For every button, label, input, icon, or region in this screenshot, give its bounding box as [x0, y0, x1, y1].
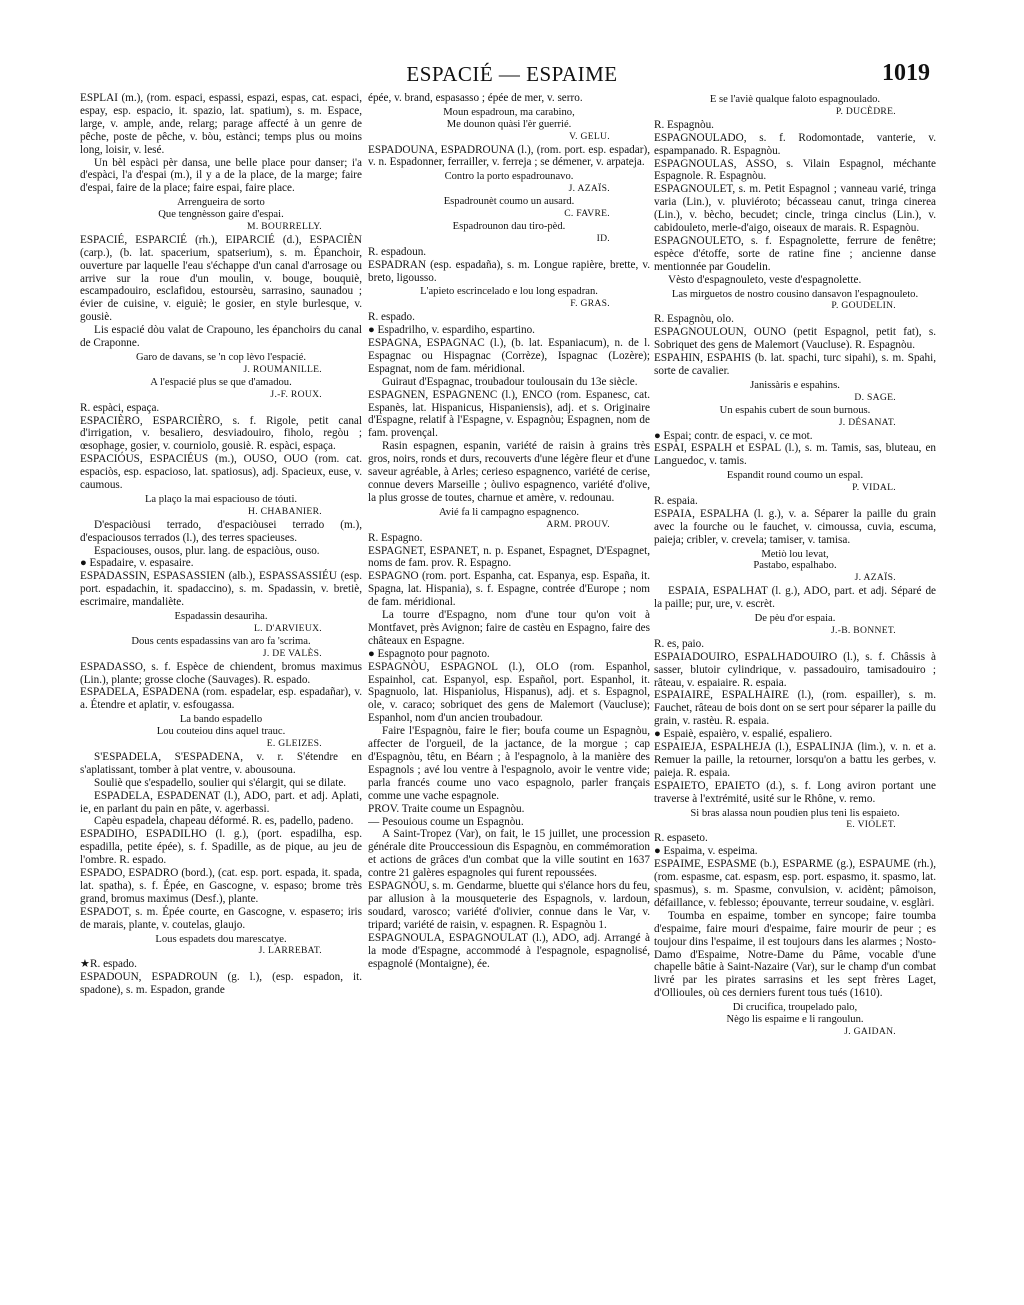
- dictionary-entry: ESPAIADOUIRO, ESPALHADOUIRO (l.), s. f. Châssis à sasser, blutoir cylindrique, v. passadouiro, tamisadouiro ; râteau, v. espaiaire. R. espaia.: [654, 650, 936, 689]
- dictionary-entry: ESPADRAN (esp. espadaña), s. m. Longue rapière, brette, v. breto, ligousso.: [368, 258, 650, 284]
- dictionary-entry: Lis espacié dòu valat de Crapouno, les épanchoirs du canal de Craponne.: [80, 324, 362, 350]
- dictionary-entry: ESPAGNÒU, s. m. Gendarme, bluette qui s'élance hors du feu, par allusion à la mousqueterie des Espagnols, v. lardoun, soudard, varosco; variété d'olivier, connue dans le Var, v. tripard; variété de raisin, v. espagnen. R. Espagnòu 1.: [368, 880, 650, 931]
- quotation-author: J. ROUMANILLE.: [243, 363, 322, 375]
- quotation-author: J. AZAÏS.: [568, 183, 610, 195]
- dictionary-entry: ESPAHIN, ESPAHIS (b. lat. spachi, turc sipahi), s. m. Spahi, sorte de cavalier.: [654, 352, 936, 377]
- dictionary-entry: ★R. espado.: [80, 958, 137, 971]
- quotation-verse: Moun espadroun, ma carabino, Me dounon quàsi l'èr guerrié.: [443, 106, 575, 130]
- quotation-author: J. AZAÏS.: [854, 572, 896, 584]
- dictionary-entry: A Saint-Tropez (Var), on fait, le 15 juillet, une procession générale dite Prouccessioun dis Espagnòu, en commémoration et actions de grâces d'un combat que la ville soutint en 1637 contre 21 galères espagnoles qui furent repoussées.: [368, 828, 650, 880]
- quotation-verse: Metiò lou levat, Pastabo, espalhabo.: [753, 548, 837, 572]
- dictionary-entry: ESPAGNOULOUN, OUNO (petit Espagnol, petit fat), s. Sobriquet des gens de Malemort (Vaucluse). R. Espagnòu.: [654, 326, 936, 352]
- quotation-author: ARM. PROUV.: [546, 518, 610, 530]
- quotation-verse: Espadassin desaurìha.: [174, 611, 268, 623]
- quotation-verse: La plaço la mai espaciouso de tóuti.: [144, 493, 298, 505]
- quotation-verse: Dous cents espadassins van aro fa 'scrima.: [131, 635, 311, 647]
- quotation-author: E. GLEIZES.: [266, 737, 322, 749]
- dictionary-entry: ESPAGNA, ESPAGNAC (l.), (b. lat. Espaniacum), n. de l. Espagnac ou Hispagnac (Corrèze), Ispagnac (Lozère); Espagnat, nom de fam. méridional.: [368, 337, 650, 375]
- dictionary-entry: ESPADASSIN, ESPASASSIEN (alb.), ESPASSASSIÉU (esp. port. espadachin, it. spadaccino), s. m. Spadassin, v. bretiè, escrimaire, mandaliète.: [80, 570, 362, 609]
- quotation-verse: Espadrounèt coumo un ausard.: [443, 196, 575, 208]
- dictionary-entry: ● Espagnoto pour pagnoto.: [368, 647, 490, 660]
- dictionary-entry: ESPAGNOULAS, ASSO, s. Vilain Espagnol, méchante Espagnole. R. Espagnòu.: [654, 157, 936, 183]
- dictionary-entry: ESPAGNOULETO, s. f. Espagnolette, ferrure de fenêtre; espèce d'étoffe, sorte de ratine fine ; ancienne danse mentionnée par Goudelin.: [654, 234, 936, 273]
- dictionary-entry: Un bèl espàci pèr dansa, une belle place pour danser; i'a d'espàci, l'a d'espai (m.), il y a de la place, de la marge; faire d'espai, faire de la place; faire espai, faire place.: [80, 156, 362, 195]
- dictionary-entry: R. espado.: [368, 311, 415, 324]
- dictionary-entry: ESPAIME, ESPASME (b.), ESPARME (g.), ESPAUME (rh.), (rom. espasme, cat. espasm, esp. port. espasmo, it. spasmo, lat. spasmus), s. m. Spasme, convulsion, v. acidènt; pâmoison, défaillance, v. feblesso; épouvante, terreur soudaine, v. esglàri.: [654, 858, 936, 909]
- dictionary-entry: Rasin espagnen, espanin, variété de raisin à grains très gros, noirs, ronds et durs, recouverts d'une légère fleur et d'une saveur agréable, à Arles; cerieso espagnenco, variété de cerise, connue devers Marseille ; òulivo espagnenco, variété d'olive, la plus grosse de toutes, charnue et amère, v. redounau.: [368, 440, 650, 504]
- quotation-author: J. DÉSANAT.: [838, 416, 896, 428]
- dictionary-entry: R. espàci, espaça.: [80, 401, 160, 414]
- quotation-verse: Espadrounon dau tiro-pèd.: [452, 220, 566, 232]
- quotation-author: C. FAVRE.: [564, 207, 610, 219]
- dictionary-entry: ESPAI, ESPALH et ESPAL (l.), s. m. Tamis, sas, bluteau, en Languedoc, v. tamis.: [654, 442, 936, 468]
- quotation-author: J. GAIDAN.: [844, 1025, 896, 1037]
- dictionary-entry: ESPLAI (m.), (rom. espaci, espassi, espazi, espas, cat. espaci, espay, esp. espacio, it. spazio, lat. spatium), s. m. Espace, large, v. ample, ande, relarg; parage affecté à un genre de pêche, poste de pêche, v. bòu, estànci; temps plus ou moins long, loisir, v. lesé.: [80, 92, 362, 156]
- dictionary-entry: ESPAIETO, EPAIETO (d.), s. f. Long aviron portant une traverse à l'extrémité, usité sur le Rhône, v. remo.: [654, 779, 936, 805]
- dictionary-entry: ESPACIÈRO, ESPARCIÈRO, s. f. Rigole, petit canal d'irrigation, v. besaliero, desviadouiro, fiholo, regòu ; œsophage, gosier, v. courniolo, gousiè. R. espàci, espaça.: [80, 414, 362, 453]
- quotation-author: J. DE VALÈS.: [262, 647, 322, 659]
- dictionary-entry: R. espaseto.: [654, 832, 708, 845]
- dictionary-entry: ESPAGNO (rom. port. Espanha, cat. Espanya, esp. España, it. Spagna, lat. Hispania), s. f. Espagne, contrée d'Europe ; nom de fam. méridional.: [368, 570, 650, 609]
- quotation-verse: De pèu d'or espaia.: [754, 613, 836, 625]
- dictionary-entry: ESPAIA, ESPALHAT (l. g.), ADO, part. et adj. Séparé de la paille; pur, ure, v. escrèt.: [654, 585, 936, 611]
- dictionary-entry: ESPAGNEN, ESPAGNENC (l.), ENCO (rom. Espanesc, cat. Espanès, lat. Hispanicus, Hispaniensis), adj. et s. Originaire d'Espagne, relatif à l'Espagne, v. Espagnòu; Espagnen, nom de fam. provençal.: [368, 388, 650, 440]
- page-title: ESPACIÉ — ESPAIME: [406, 62, 618, 86]
- quotation-verse: Las mirguetos de nostro cousino dansavon l'espagnouleto.: [671, 288, 919, 300]
- dictionary-entry: — Pesouious coume un Espagnòu.: [368, 815, 524, 828]
- quotation-author: E. VIOLET.: [846, 819, 896, 831]
- quotation-author: P. VIDAL.: [852, 482, 896, 494]
- dictionary-entry: Souliè que s'espadello, soulier qui s'élargit, qui se dilate.: [94, 776, 347, 789]
- dictionary-entry: ESPADOUN, ESPADROUN (g. l.), (esp. espadon, it. spadone), s. m. Espadon, grande: [80, 971, 362, 997]
- dictionary-entry: ESPADOT, s. m. Épée courte, en Gascogne, v. espasето; iris de marais, plante, v. coutelas, glaujo.: [80, 905, 362, 931]
- dictionary-entry: Guiraut d'Espagnac, troubadour toulousain du 13e siècle.: [382, 375, 638, 388]
- dictionary-entry: ESPACIÓUS, ESPACIÉUS (m.), OUSO, OUO (rom. cat. espaciòs, esp. espacioso, lat. spatiosus), adj. Spacieux, euse, v. caumous.: [80, 453, 362, 492]
- dictionary-entry: R. Espagno.: [368, 531, 423, 544]
- dictionary-entry: Faire l'Espagnòu, faire le fier; boufa coume un Espagnòu, affecter de l'orgueil, de la jactance, de la morgue ; cap d'Espagnòu, têtu, en Béarn ; à l'espagnolo, à la manière des Espagnols ; avé lou ventre à l'espagnolo, avoir le ventre vide; parla francés coume uno vaco espagnolo, parler français comme une vache espagnole.: [368, 725, 650, 802]
- dictionary-entry: ESPADELA, ESPADENA (rom. espadelar, esp. espadañar), v. a. Étendre et aplatir, v. esfougassa.: [80, 686, 362, 712]
- dictionary-entry: R. es, paio.: [654, 637, 705, 650]
- quotation-verse: La bando espadello Lou couteiou dins aquel trauc.: [156, 714, 286, 738]
- dictionary-entry: ESPADO, ESPADRO (bord.), (cat. esp. port. espada, it. spada, lat. spatha), s. f. Épée, en Gascogne, v. espaso; brome très grand, bromus maximus (Desf.), plante.: [80, 867, 362, 905]
- dictionary-entry: Toumba en espaime, tomber en syncope; faire toumba d'espaime, faire mouri d'espaime, faire mourir de peur ; es toujour dins l'espaime, il est toujours dans les alarmes ; Nosto-Damo d'Espaime, Notre-Dame du Pâme, vocable d'une chapelle bâtie à Saint-Nazaire (Var), sur le champ d'un combat livré par les pirates sarrasins et les sept frères Laget, d'Ollioules, où ces derniers furent tous tués (1610).: [654, 909, 936, 1000]
- quotation-verse: Un espahis cubert de soun burnous.: [719, 404, 871, 416]
- dictionary-entry: ESPADELA, ESPADENAT (l.), ADO, part. et adj. Aplati, ie, en parlant du pain en pâte, v. agerbassi.: [80, 789, 362, 815]
- dictionary-entry: ESPAIA, ESPALHA (l. g.), v. a. Séparer la paille du grain avec la fourche ou le fauchet, v. cimoussa, cuvia, escuma, paieja; cribler, v. crevela; tamiser, v. tamisa.: [654, 507, 936, 546]
- dictionary-entry: ● Espai; contr. de espaci, v. ce mot.: [654, 429, 813, 442]
- quotation-verse: L'apieto escrincelado e lou long espadran.: [420, 286, 598, 298]
- column-2: [368, 92, 650, 1272]
- quotation-verse: Espandit round coumo un espal.: [726, 470, 864, 482]
- quotation-verse: Arrengueira de sorto Que tengnèsson gaire d'espai.: [158, 197, 284, 221]
- dictionary-entry: R. Espagnòu, olo.: [654, 313, 734, 326]
- dictionary-entry: épée, v. brand, espasasso ; épée de mer, v. serro.: [368, 92, 583, 104]
- dictionary-entry: S'ESPADELA, S'ESPADENA, v. r. S'étendre en s'aplatissant, tomber à plat ventre, v. abousouna.: [80, 750, 362, 776]
- dictionary-entry: ESPAGNÒU, ESPAGNOL (l.), OLO (rom. Espanhol, Espainhol, cat. Espanyol, esp. Español, port. Espanhol, it. Spagnuolo, lat. Hispaniolus, Hispanus), adj. et s. Espagnol, ole, v. caraco; sobriquet des gens de Malemort (Vaucluse); Espanhol, nom d'un ancien troubadour.: [368, 660, 650, 725]
- quotation-author: P. DUCÈDRE.: [835, 105, 896, 117]
- dictionary-entry: ESPAIEJA, ESPALHEJA (l.), ESPALINJA (lim.), v. n. et a. Remuer la paille, la retourner, lorsqu'on a battu les gerbes, v. paieja. R. espaia.: [654, 741, 936, 779]
- dictionary-entry: ESPACIÉ, ESPARCIÉ (rh.), EIPARCIÉ (d.), ESPACIÈN (carp.), (b. lat. spacerium, spatserium), s. m. Épanchoir, ouverture par laquelle l'eau s'échappe d'un canal d'arrosage ou arrive sur la roue d'un moulin, v. bouge, bouquiè, escampadouiro, esclafidou, estoursèu, sarrasino, saunadou ; évier de cuisine, v. eiguiè; le gosier, en style burlesque, v. gousiè.: [80, 233, 362, 324]
- column-1: [80, 92, 362, 1272]
- dictionary-entry: R. espaia.: [654, 495, 698, 508]
- quotation-verse: Garo de davans, se 'n cop lèvo l'espacié.: [135, 352, 307, 363]
- dictionary-entry: ESPADOUNA, ESPADROUNA (l.), (rom. port. esp. espadar), v. n. Espadonner, ferrailler, v. ferreja ; se démener, v. arpateja.: [368, 143, 650, 169]
- dictionary-entry: ESPAGNOULA, ESPAGNOULAT (l.), ADO, adj. Arrangé à la mode d'Espagne, accommodé à l'espagnole, espagnolisé, espagnolé (Montaigne), ée.: [368, 931, 650, 970]
- quotation-author: ID.: [596, 232, 610, 244]
- quotation-verse: A l'espacié plus se que d'amadou.: [150, 376, 292, 388]
- dictionary-entry: ESPAIAIRE, ESPALHAIRE (l.), (rom. espailler), s. m. Fauchet, râteau de bois dont on se sert pour séparer la paille du grain, v. rastèu. R. espaia.: [654, 689, 936, 728]
- dictionary-entry: Vèsto d'espagnouleto, veste d'espagnolette.: [668, 273, 862, 286]
- quotation-author: D. SAGE.: [854, 391, 896, 403]
- quotation-author: J.-F. ROUX.: [270, 388, 322, 400]
- page-number: 1019: [882, 60, 930, 86]
- quotation-verse: Si bras alassa noun poudien plus teni lis espaieto.: [690, 807, 900, 819]
- dictionary-entry: R. Espagnòu.: [654, 118, 714, 131]
- quotation-verse: E se l'aviè qualque faloto espagnoulado.: [709, 94, 881, 105]
- quotation-author: F. GRAS.: [570, 298, 610, 310]
- dictionary-entry: ● Espadrilho, v. espardiho, espartino.: [368, 324, 535, 337]
- quotation-verse: Di crucifica, troupelado palo, Nègo lis espaime e li rangoulun.: [726, 1002, 864, 1025]
- dictionary-entry: ESPAGNET, ESPANET, n. p. Espanet, Espagnet, D'Espagnet, noms de fam. prov. R. Espagno.: [368, 544, 650, 570]
- dictionary-entry: La tourre d'Espagno, nom d'une tour qu'on voit à Montfavet, près Avignon; faire de castèu en Espagno, faire des châteaux en Espagne.: [368, 609, 650, 647]
- quotation-author: V. GELU.: [569, 130, 610, 142]
- quotation-verse: Lous espadets dou marescatye.: [155, 933, 287, 945]
- dictionary-entry: ESPADASSO, s. f. Espèce de chiendent, bromus maximus (Lin.), plante; grosse cloche (Sauvages). R. espado.: [80, 660, 362, 686]
- dictionary-entry: ● Espaiè, espaièro, v. espalié, espaliero.: [654, 728, 833, 741]
- quotation-verse: Contro la porto espadrounavo.: [444, 171, 574, 183]
- dictionary-entry: R. espadoun.: [368, 245, 427, 258]
- dictionary-entry: ESPAGNOULADO, s. f. Rodomontade, vanterie, v. espampanado. R. Espagnòu.: [654, 131, 936, 157]
- dictionary-entry: ESPAGNOULET, s. m. Petit Espagnol ; vanneau varié, tringa varia (Lin.), v. pluviéroto; bécasseau canut, tringa cinerea (Lin.), v. bècho, becudet; cincle, tringa cinclus (Lin.), v. cabidouleto, merle-d'aigo, oiseaux de marais. R. Espagnòu.: [654, 183, 936, 235]
- dictionary-entry: PROV. Traite coume un Espagnòu.: [368, 802, 525, 815]
- quotation-author: L. D'ARVIEUX.: [253, 622, 322, 634]
- quotation-author: H. CHABANIER.: [248, 505, 322, 517]
- dictionary-entry: ● Espadaire, v. espasaire.: [80, 557, 194, 570]
- quotation-author: M. BOURRELLY.: [247, 220, 322, 232]
- dictionary-entry: Capèu espadela, chapeau déformé. R. es, padello, padeno.: [94, 815, 354, 828]
- quotation-author: J.-B. BONNET.: [830, 624, 896, 636]
- quotation-author: P. GOUDELIN.: [831, 300, 896, 312]
- dictionary-entry: D'espaciòusi terrado, d'espaciòusei terrado (m.), d'espaciousos terrados (l.), des terres spacieuses.: [80, 518, 362, 544]
- dictionary-entry: ● Espaima, v. espeima.: [654, 845, 758, 858]
- dictionary-entry: Espaciouses, ousos, plur. lang. de espaciòus, ouso.: [94, 544, 320, 557]
- quotation-verse: Janissàris e espahins.: [750, 379, 840, 391]
- column-3: [654, 92, 936, 1272]
- dictionary-entry: ESPADIHO, ESPADILHO (l. g.), (port. espadilha, esp. espadilla, petite épée), s. f. Spadille, as de pique, au jeu de l'ombre. R. espado.: [80, 828, 362, 867]
- quotation-author: J. LARREBAT.: [258, 945, 322, 957]
- running-head: [0, 60, 1024, 90]
- quotation-verse: Avié fa li campagno espagnenco.: [438, 506, 580, 518]
